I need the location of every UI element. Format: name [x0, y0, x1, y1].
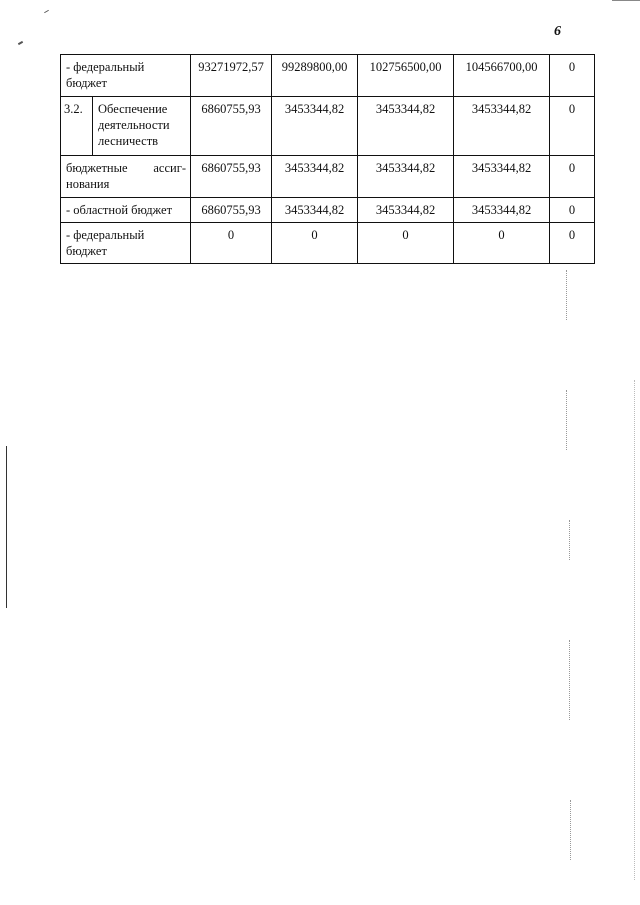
table-cell: 6860755,93	[191, 97, 272, 156]
table-cell: 0	[550, 156, 595, 198]
scan-edge-dots	[634, 380, 636, 880]
table-cell: 3453344,82	[358, 198, 454, 223]
table-row	[61, 198, 595, 223]
scan-edge-dots	[566, 390, 568, 450]
table-cell: 3453344,82	[454, 97, 550, 156]
table-cell: 99289800,00	[272, 55, 358, 97]
table-cell: 3453344,82	[358, 156, 454, 198]
scan-edge-line	[6, 446, 7, 608]
scan-edge-dots	[566, 270, 568, 320]
table-cell: 93271972,57	[191, 55, 272, 97]
table-cell: 6860755,93	[191, 156, 272, 198]
table-cell: 0	[454, 223, 550, 264]
table-cell: 3453344,82	[358, 97, 454, 156]
row-label: - федеральный бюджет	[61, 55, 191, 97]
table-row	[61, 223, 595, 264]
table-cell: 0	[191, 223, 272, 264]
table-cell: 3453344,82	[454, 198, 550, 223]
table-cell: 6860755,93	[191, 198, 272, 223]
table-row	[61, 97, 595, 156]
row-label: - федеральный бюджет	[61, 223, 191, 264]
scan-edge-line	[612, 0, 640, 1]
table-cell: 0	[550, 97, 595, 156]
table-cell: 104566700,00	[454, 55, 550, 97]
row-label: Обеспечение деятельности лесничеств	[93, 97, 191, 156]
table-cell: 3453344,82	[454, 156, 550, 198]
scan-edge-dots	[569, 520, 571, 560]
scan-edge-dots	[570, 800, 572, 860]
page-number: 6	[554, 24, 561, 39]
table-cell: 3453344,82	[272, 156, 358, 198]
table-row	[61, 156, 595, 198]
row-label: бюджетные ассиг-нования	[61, 156, 191, 198]
table-cell: 0	[358, 223, 454, 264]
table-row	[61, 55, 595, 97]
budget-table	[60, 54, 595, 264]
row-number: 3.2.	[61, 97, 93, 156]
table-cell: 0	[550, 223, 595, 264]
table-cell: 3453344,82	[272, 198, 358, 223]
table-cell: 102756500,00	[358, 55, 454, 97]
row-label: - областной бюджет	[61, 198, 191, 223]
table-cell: 3453344,82	[272, 97, 358, 156]
table-cell: 0	[550, 198, 595, 223]
scan-mark	[44, 10, 49, 13]
table-cell: 0	[550, 55, 595, 97]
scan-mark	[18, 41, 23, 45]
scan-edge-dots	[569, 640, 571, 720]
table-cell: 0	[272, 223, 358, 264]
